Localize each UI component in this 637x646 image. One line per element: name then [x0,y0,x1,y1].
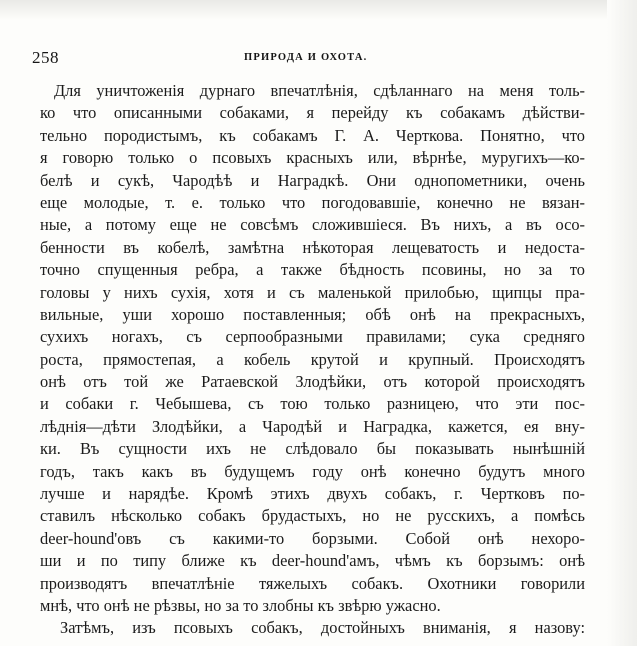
text-line: производятъ впечатлѣніе тяжелыхъ собакъ. Охотники говорили [40,573,585,593]
text-line: я говорю только о псовыхъ красныхъ или, вѣрнѣе, муругихъ—ко- [40,148,585,168]
text-line: ко что описанными собаками, я перейду къ собакамъ дѣйстви- [40,103,585,123]
page-header [32,48,612,72]
text-line: Затѣмъ, изъ псовыхъ собакъ, достойныхъ вниманія, я назову: [60,618,585,638]
text-line: бенности въ кобелѣ, замѣтна нѣкоторая лещеватость и недоста- [40,237,585,257]
page-top-shadow [0,0,637,20]
text-line: вильные, уши хорошо поставленныя; обѣ онѣ на прекрасныхъ, [40,304,585,324]
text-line: лучше и нарядѣе. Кромѣ этихъ двухъ собакъ, г. Чертковъ по- [40,484,585,504]
text-line: лѣднія—дѣти Злодѣйки, а Чародѣй и Наградка, кажется, ея вну- [40,416,585,436]
body-paragraphs [40,80,585,640]
text-line: еще молодые, т. е. только что погодовавшіе, конечно не вязан- [40,192,585,212]
text-line: головы у нихъ сухія, хотя и съ маленькой прилобью, щипцы пра- [40,282,585,302]
page-edge-shadow [607,0,637,646]
text-line: ставилъ нѣсколько собакъ брудастыхъ, но не русскихъ, а помѣсь [40,506,585,526]
text-line: точно спущенныя ребра, а также бѣдность псовины, но за то [40,260,585,280]
text-line: и собаки г. Чебышева, съ тою только разницею, что эти пос- [40,394,585,414]
text-line: ки. Въ сущности ихъ не слѣдовало бы показывать нынѣшній [40,439,585,459]
text-line: сухихъ ногахъ, съ серпообразными правилами; сука средняго [40,327,585,347]
text-line: роста, прямостепая, а кобель крутой и крупный. Происходятъ [40,349,585,369]
text-line: мнѣ, что онѣ не рѣзвы, но за то злобны къ звѣрю ужасно. [40,595,441,615]
text-line: ные, а потому еще не совсѣмъ сложившіеся. Въ нихъ, а въ осо- [40,215,585,235]
text-line: годъ, такъ какъ въ будущемъ году онѣ конечно будутъ много [40,461,585,481]
text-line: Для уничтоженія дурнаго впечатлѣнія, сдѣланнаго на меня толь- [54,81,585,100]
text-line: онѣ отъ той же Ратаевской Злодѣйки, отъ которой происходятъ [40,372,585,392]
text-line: тельно породистымъ, къ собакамъ Г. А. Черткова. Понятно, что [40,125,585,145]
page-number: 258 [32,48,59,67]
text-line: белѣ и сукѣ, Чародѣѣ и Наградкѣ. Они однопометники, очень [40,170,585,190]
running-title: ПРИРОДА И ОХОТА. [244,52,368,63]
text-line: ши и по типу ближе къ deer-hound'амъ, чѣмъ къ борзымъ: онѣ [40,551,585,571]
text-line: deer-hound'овъ съ какими-то борзыми. Собой онѣ нехоро- [40,528,585,548]
